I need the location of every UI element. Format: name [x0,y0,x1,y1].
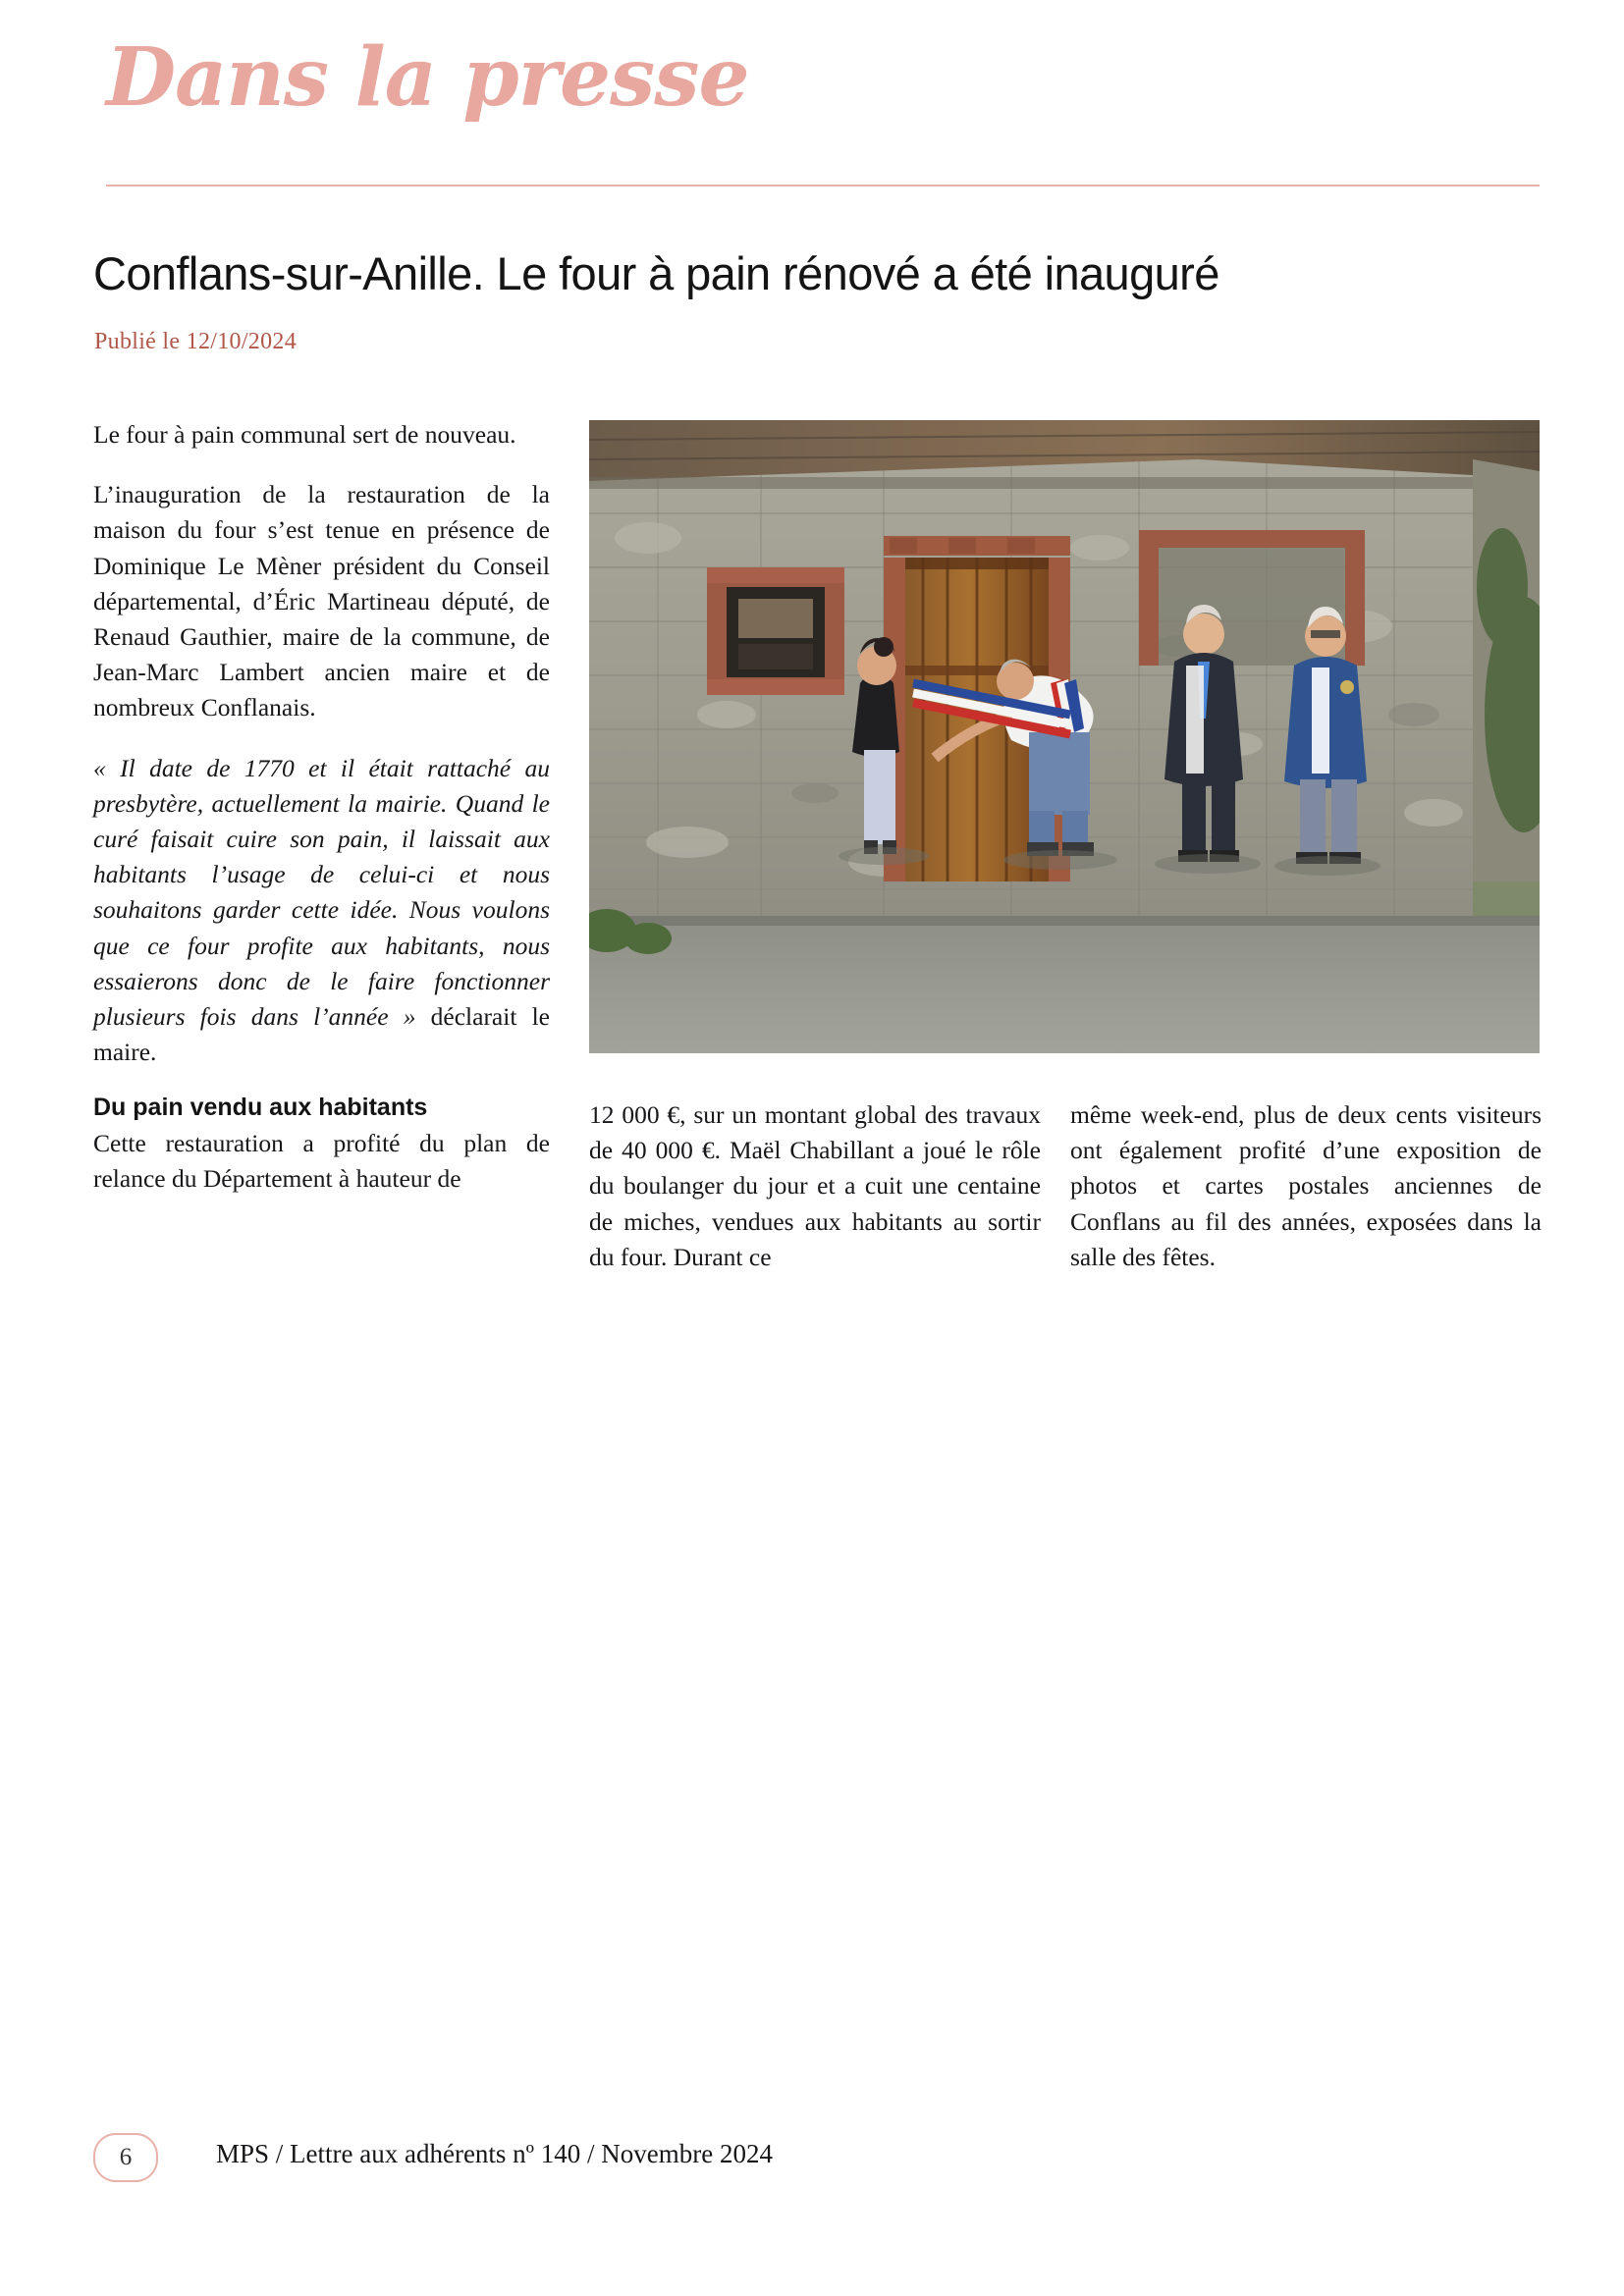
paragraph-lead: Le four à pain communal sert de nouveau. [93,420,516,449]
article-photo [589,420,1540,1053]
paragraph-5: même week-end, plus de deux cents visiteurs ont également profité d’une exposition de photos et cartes postales anciennes de Conflans au fil des années, exposées dans la salle des fêtes. [1070,1100,1542,1271]
page-title: Conflans-sur-Anille. Le four à pain rénové a été inauguré [93,247,1219,300]
pull-quote [93,751,550,1071]
paragraph-2: L’inauguration de la restauration de la maison du four s’est tenue en présence de Dominique Le Mèner président du Conseil départemental, d’Éric Martineau député, de Renaud Gauthier, maire de la commune, de Jean-Marc Lambert ancien maire et de nombreux Conflanais. [93,480,550,722]
column-middle [589,1097,1041,1275]
header-divider [106,185,1540,187]
column-left [93,417,550,1197]
footer-text: MPS / Lettre aux adhérents nº 140 / Novembre 2024 [216,2139,774,2168]
paragraph-4: 12 000 €, sur un montant global des travaux de 40 000 €. Maël Chabillant a joué le rôle du boulanger du jour et a cuit une centaine de miches, vendues aux habitants au sortir du four. Durant ce [589,1100,1041,1271]
quote-text: « Il date de 1770 et il était rattaché au presbytère, actuellement la mairie. Quand le curé faisait cuire son pain, il laissait aux habitants l’usage de celui-ci et nous souhaitons garder cette idée. Nous voulons que ce four profite aux habitants, nous essaierons donc de le faire fonctionner plusieurs fois dans l’année » [93,753,550,1032]
page-number-badge: 6 [93,2133,158,2182]
column-right [1070,1097,1542,1275]
subheading: Du pain vendu aux habitants [93,1094,428,1122]
quote-attribution: déclarait le maire. [93,1002,550,1067]
photo-illustration [589,420,1540,1053]
publish-date: Publié le 12/10/2024 [94,329,297,354]
section-title: Dans la presse [106,30,749,125]
paragraph-3: Cette restauration a profité du plan de relance du Département à hauteur de [93,1128,550,1194]
section-header [106,30,1540,125]
page-footer [93,2133,1527,2192]
